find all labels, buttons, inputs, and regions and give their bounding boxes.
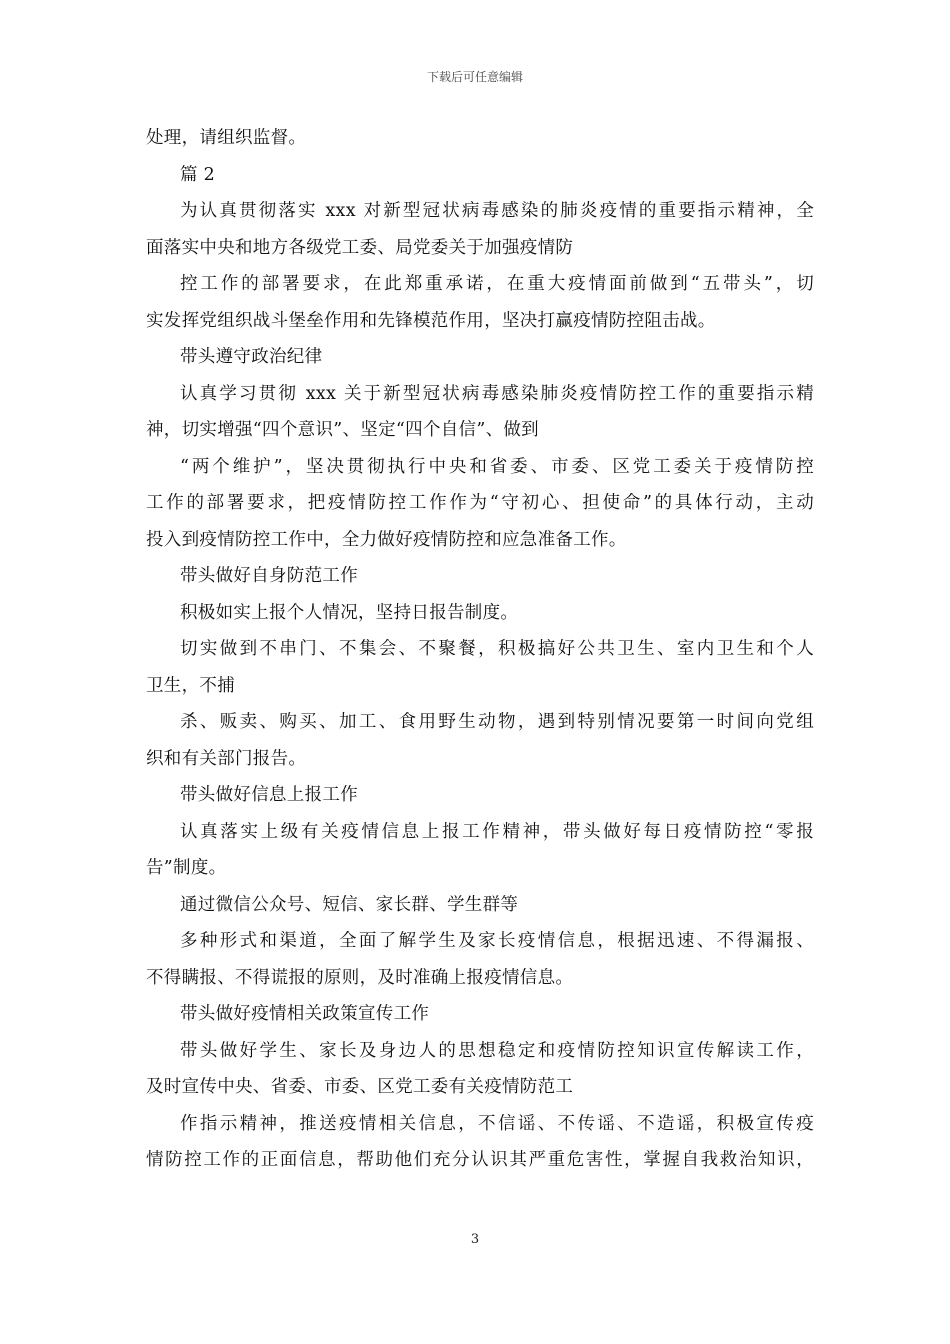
text-line: 不得瞒报、不得谎报的原则，及时准确上报疫情信息。 — [146, 967, 574, 988]
text-line: 切实做到不串门、不集会、不聚餐，积极搞好公共卫生、室内卫生和个人 — [180, 639, 814, 659]
text-line: 作指示精神，推送疫情相关信息，不信谣、不传谣、不造谣，积极宣传疫 — [180, 1113, 814, 1134]
document-body — [146, 120, 814, 1179]
text-line: 多种形式和渠道，全面了解学生及家长疫情信息，根据迅速、不得漏报、 — [180, 931, 814, 951]
subheading: 带头做好自身防范工作 — [180, 566, 358, 586]
text-line: 控工作的部署要求，在此郑重承诺，在重大疫情面前做到“五带头”，切 — [180, 274, 814, 294]
text-line: 告”制度。 — [146, 858, 227, 878]
subheading: 带头遵守政治纪律 — [180, 347, 323, 367]
text-line: 认真落实上级有关疫情信息上报工作精神，带头做好每日疫情防控“零报 — [180, 821, 814, 842]
subheading: 带头做好信息上报工作 — [180, 785, 358, 805]
text-line: 及时宣传中央、省委、市委、区党工委有关疫情防范工 — [146, 1077, 574, 1097]
text-line: 投入到疫情防控工作中，全力做好疫情防控和应急准备工作。 — [146, 529, 627, 550]
text-line: 织和有关部门报告。 — [146, 748, 307, 769]
text-line: 工作的部署要求，把疫情防控工作作为“守初心、担使命”的具体行动，主动 — [146, 493, 814, 513]
text-line: 神，切实增强“四个意识”、坚定“四个自信”、做到 — [146, 420, 539, 440]
text-line: 情防控工作的正面信息，帮助他们充分认识其严重危害性，掌握自我救治知识， — [146, 1150, 814, 1170]
text-line: 实发挥党组织战斗堡垒作用和先锋模范作用，坚决打赢疫情防控阻击战。 — [146, 310, 716, 331]
text-line: 卫生，不捕 — [146, 675, 235, 696]
text-line: 为认真贯彻落实 xxx 对新型冠状病毒感染的肺炎疫情的重要指示精神，全 — [180, 201, 814, 221]
subheading: 带头做好疫情相关政策宣传工作 — [180, 1004, 430, 1024]
text-line: 积极如实上报个人情况，坚持日报告制度。 — [180, 602, 519, 623]
text-line: 处理，请组织监督。 — [146, 128, 307, 148]
text-line: 带头做好学生、家长及身边人的思想稳定和疫情防控知识宣传解读工作， — [180, 1040, 814, 1061]
text-line: 杀、贩卖、购买、加工、食用野生动物，遇到特别情况要第一时间向党组 — [180, 712, 814, 732]
text-line: 通过微信公众号、短信、家长群、学生群等 — [180, 894, 519, 915]
text-line: “两个维护”，坚决贯彻执行中央和省委、市委、区党工委关于疫情防控 — [180, 456, 814, 477]
text-line: 面落实中央和地方各级党工委、局党委关于加强疫情防 — [146, 237, 574, 258]
text-line: 认真学习贯彻 xxx 关于新型冠状病毒感染肺炎疫情防控工作的重要指示精 — [180, 383, 814, 404]
section-heading: 篇 2 — [180, 164, 216, 185]
page-header-note: 下载后可任意编辑 — [426, 70, 523, 84]
page-number: 3 — [470, 1232, 480, 1247]
